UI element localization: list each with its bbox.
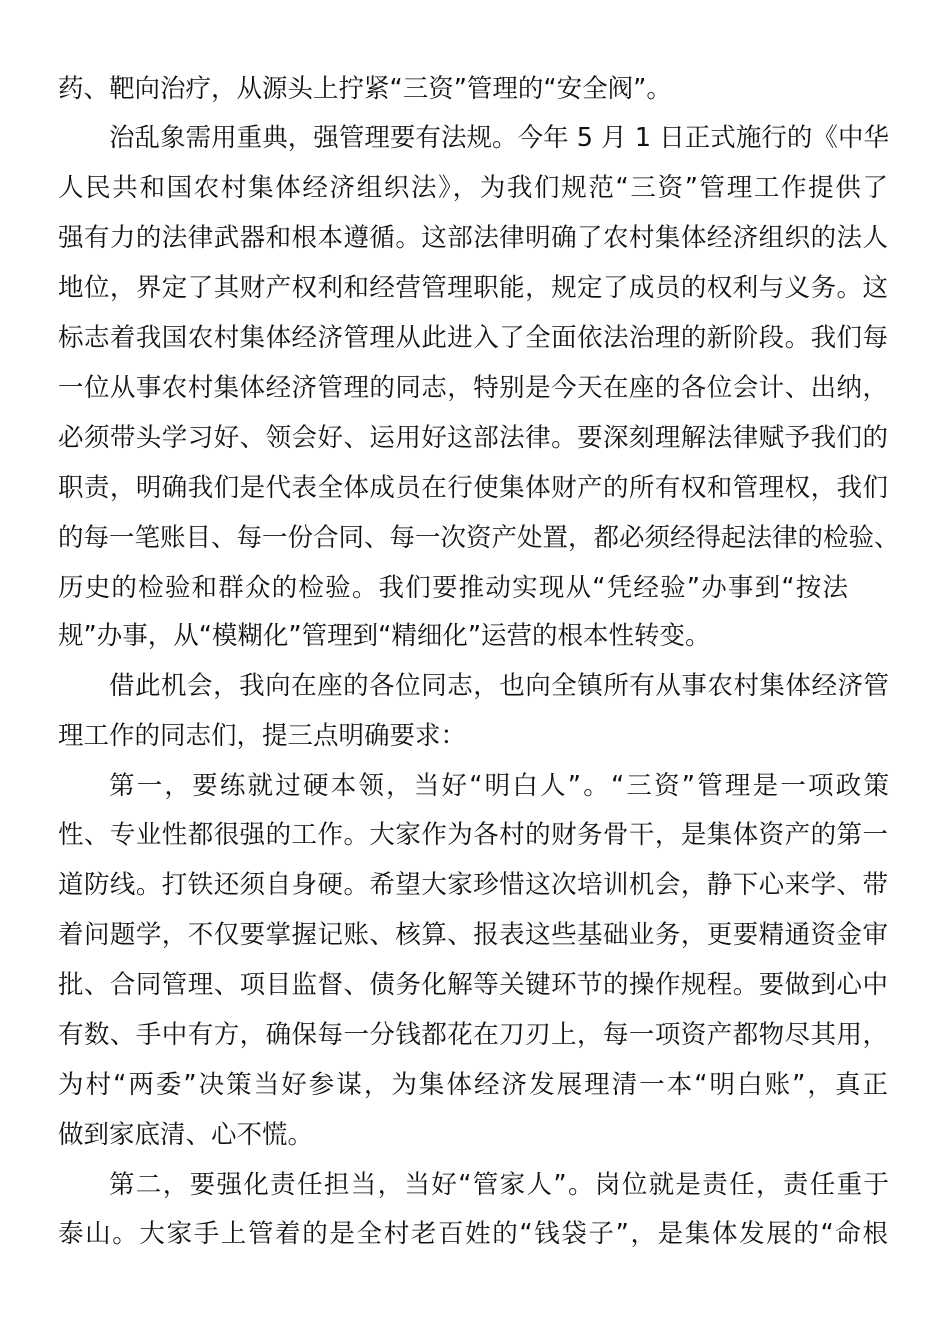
paragraph-start-line: 治乱象需用重典，强管理要有法规。今年 5 月 1 日正式施行的《中华 [109, 123, 889, 153]
text-line: 职责，明确我们是代表全体成员在行使集体财产的所有权和管理权，我们 [58, 473, 888, 503]
paragraph-start-line: 第一，要练就过硬本领，当好“明白人”。“三资”管理是一项政策 [109, 771, 889, 801]
text-line: 药、靶向治疗，从源头上拧紧“三资”管理的“安全阀”。 [58, 74, 672, 104]
paragraph-start-line: 第二，要强化责任担当，当好“管家人”。岗位就是责任，责任重于 [109, 1170, 889, 1200]
text-line: 强有力的法律武器和根本遵循。这部法律明确了农村集体经济组织的法人 [58, 223, 888, 253]
text-line: 人民共和国农村集体经济组织法》，为我们规范“三资”管理工作提供了 [58, 173, 888, 203]
text-line: 有数、手中有方，确保每一分钱都花在刀刃上，每一项资产都物尽其用， [58, 1020, 888, 1050]
text-line: 必须带头学习好、领会好、运用好这部法律。要深刻理解法律赋予我们的 [58, 423, 888, 453]
text-line: 着问题学，不仅要掌握记账、核算、报表这些基础业务，更要精通资金审 [58, 920, 888, 950]
text-line: 理工作的同志们，提三点明确要求： [58, 721, 467, 751]
paragraph-start-line: 借此机会，我向在座的各位同志，也向全镇所有从事农村集体经济管 [109, 671, 889, 701]
text-line: 做到家底清、心不慌。 [58, 1120, 314, 1150]
text-line: 道防线。打铁还须自身硬。希望大家珍惜这次培训机会，静下心来学、带 [58, 870, 888, 900]
text-line: 批、合同管理、项目监督、债务化解等关键环节的操作规程。要做到心中 [58, 970, 888, 1000]
text-line: 标志着我国农村集体经济管理从此进入了全面依法治理的新阶段。我们每 [58, 323, 888, 353]
text-line: 历史的检验和群众的检验。我们要推动实现从“凭经验”办事到“按法 [58, 573, 848, 603]
text-line: 一位从事农村集体经济管理的同志，特别是今天在座的各位会计、出纳， [58, 373, 888, 403]
text-line: 为村“两委”决策当好参谋，为集体经济发展理清一本“明白账”，真正 [58, 1070, 888, 1100]
text-line: 地位，界定了其财产权利和经营管理职能，规定了成员的权利与义务。这 [58, 273, 888, 303]
text-line: 规”办事，从“模糊化”管理到“精细化”运营的根本性转变。 [58, 621, 711, 651]
text-line: 性、专业性都很强的工作。大家作为各村的财务骨干，是集体资产的第一 [58, 820, 888, 850]
text-line: 的每一笔账目、每一份合同、每一次资产处置，都必须经得起法律的检验、 [58, 523, 900, 553]
text-line: 泰山。大家手上管着的是全村老百姓的“钱袋子”，是集体发展的“命根 [58, 1219, 888, 1249]
